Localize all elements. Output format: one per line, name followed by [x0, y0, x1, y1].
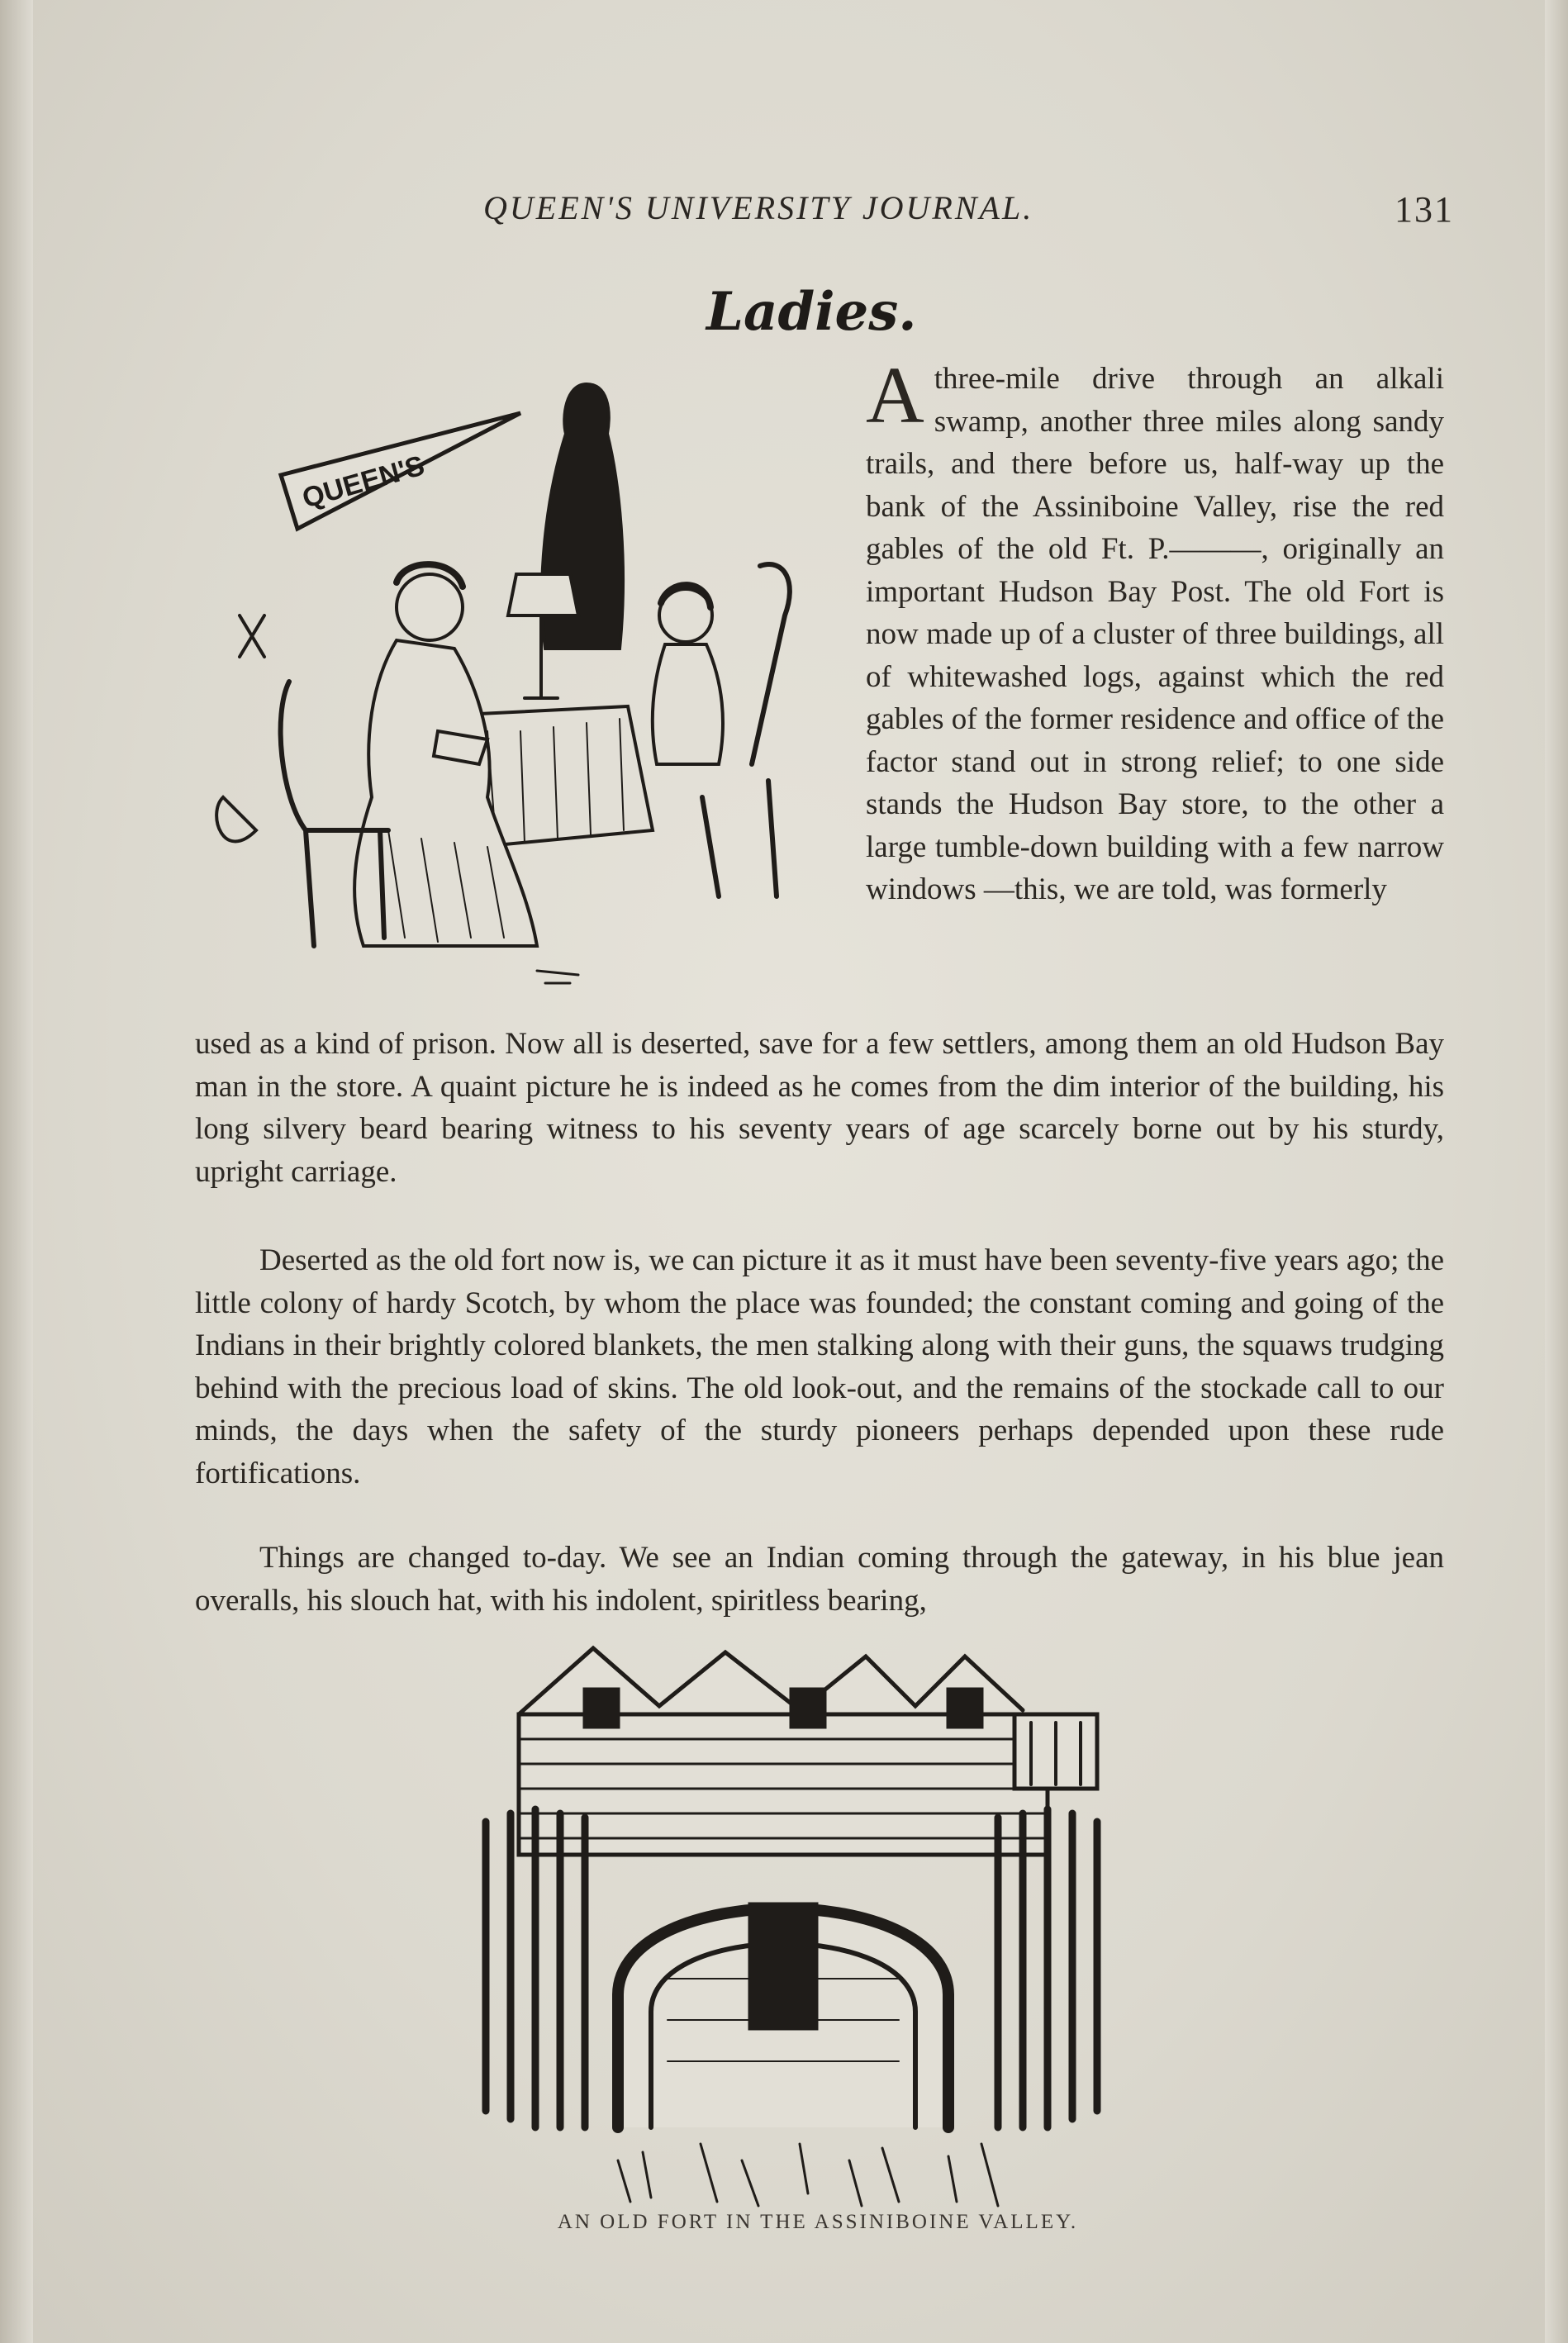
pennant-label: QUEEN'S — [298, 449, 429, 515]
seated-woman-right — [653, 644, 723, 764]
intro-text: three-mile drive through an alkali swamp, another three miles along sandy trails, and there before us, half-way up the bank of the Assiniboine Valley, rise the red gables of the old Ft. P.———, originally an important Hudson Bay Post. The old Fort is now made up of a cluster of three buildings, all of whitewashed logs, against which the red gables of the former residence and office of the factor stand out in strong relief; to one side stands the Hudson Bay store, to the other a large tumble-down building with a few narrow windows —this, we are told, was formerly — [866, 362, 1444, 906]
paragraph-3: Things are changed to-day. We see an Indian coming through the gateway, in his blue jean overalls, his slouch hat, with his indolent, spiritless bearing, — [195, 1541, 1444, 1618]
intro-paragraph — [866, 351, 1444, 911]
paragraph-2: Deserted as the old fort now is, we can picture it as it must have been seventy-five years ago; the little colony of hardy Scotch, by whom the place was founded; the constant coming and going of the Indians in their brightly colored blankets, the men stalking along with their guns, the squaws trudging behind with the precious load of skins. The old look-out, and the remains of the stockade call to our minds, the days when the safety of the sturdy pioneers perhaps depended upon these rude fortifications. — [195, 1243, 1444, 1490]
page-number: 131 — [1395, 189, 1454, 230]
ladies-reading-illustration — [190, 368, 843, 1012]
intro-paragraph-continued: used as a kind of prison. Now all is deserted, save for a few settlers, among them an old Hudson Bay man in the store. A quaint picture he is indeed as he comes from the dim interior of the building, his long silvery beard bearing witness to his seventy years of age scarcely borne out by his sturdy, upright carriage. — [195, 1027, 1444, 1189]
drop-cap: A — [866, 351, 924, 440]
grass — [618, 2144, 998, 2206]
section-title: Ladies. — [706, 281, 917, 343]
page-header — [190, 188, 1454, 238]
old-fort-illustration — [453, 1632, 1180, 2210]
figure-caption: AN OLD FORT IN THE ASSINIBOINE VALLEY. — [557, 2211, 1079, 2233]
gate-doorway — [750, 1904, 816, 2028]
page-right-edge — [1545, 0, 1568, 2343]
page-left-edge — [0, 0, 33, 2343]
running-title: QUEEN'S UNIVERSITY JOURNAL. — [483, 189, 1034, 226]
